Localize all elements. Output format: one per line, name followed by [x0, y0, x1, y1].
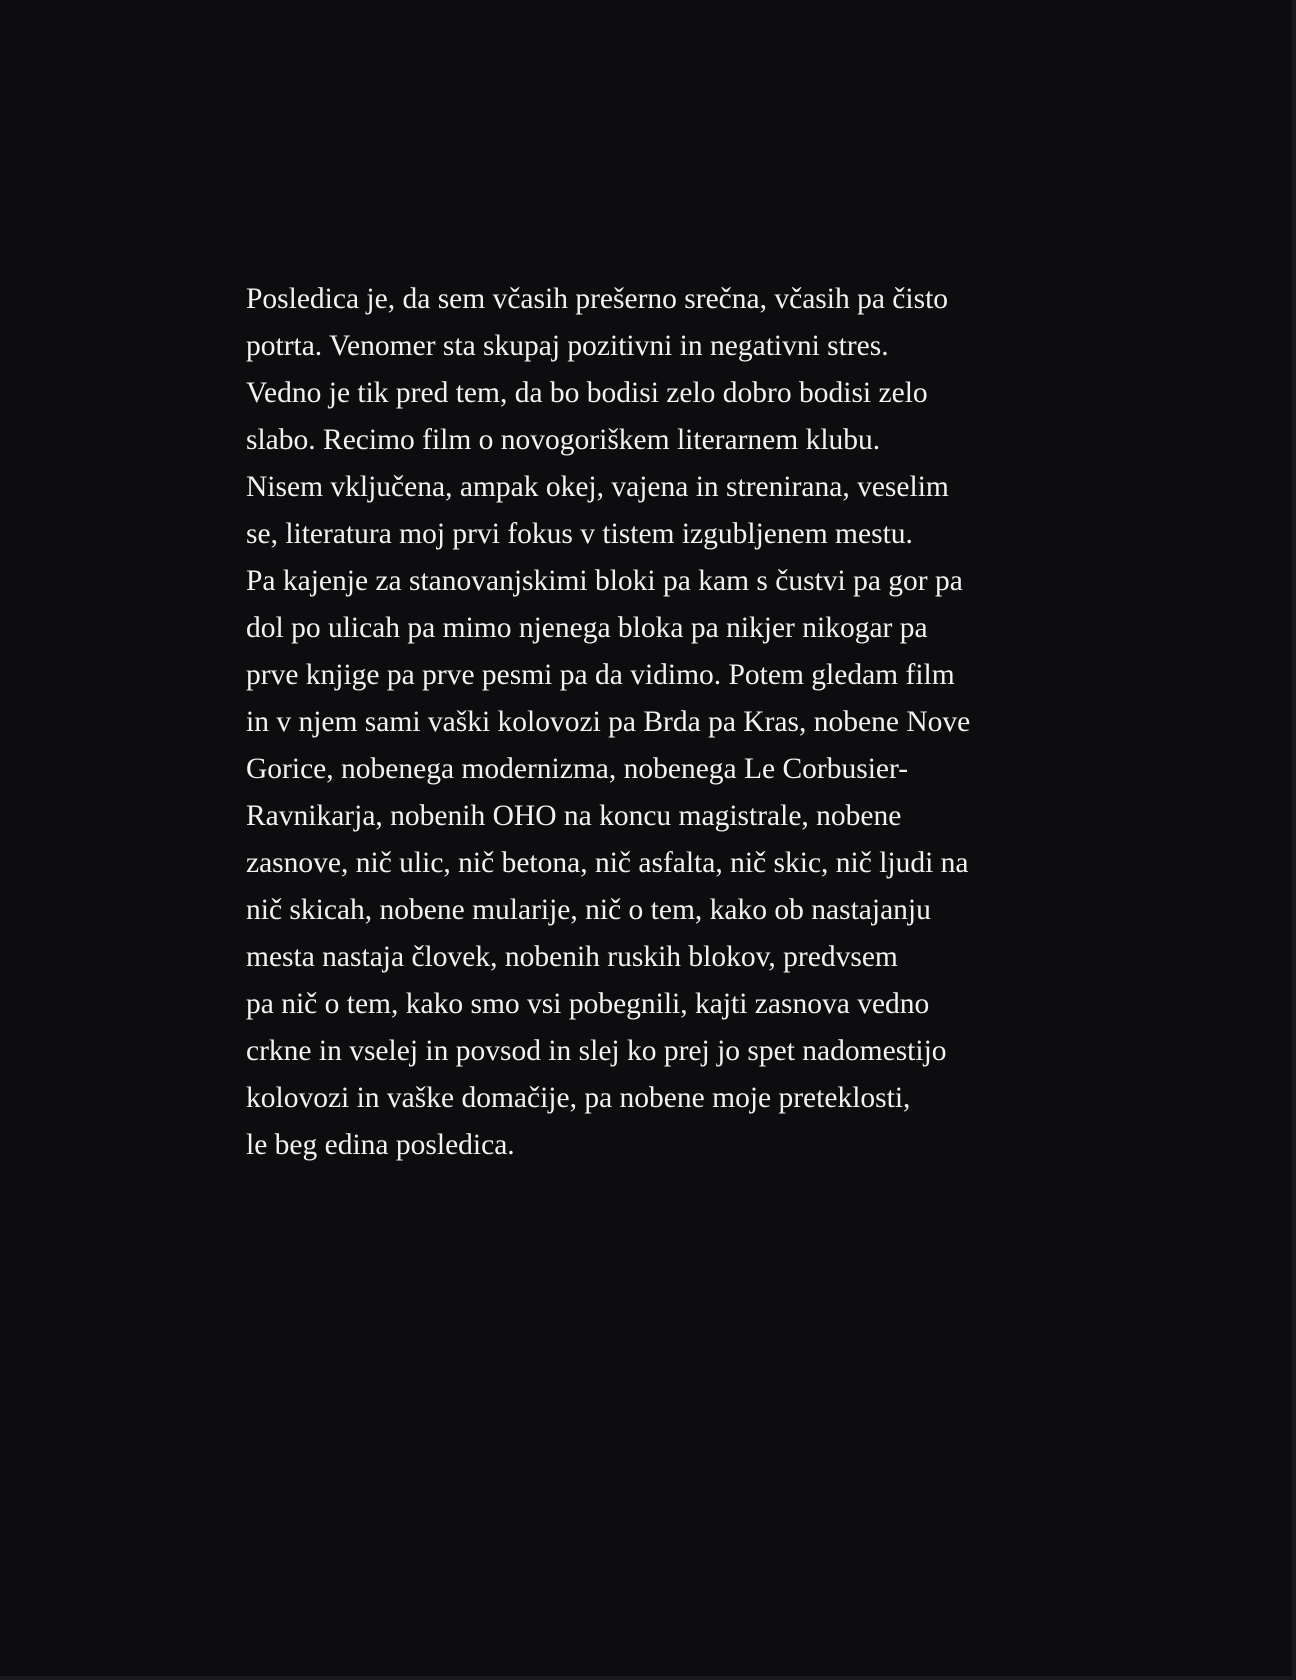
page-edge-bottom — [0, 1676, 1296, 1680]
text-line: Nisem vključena, ampak okej, vajena in strenirana, veselim — [246, 471, 949, 503]
page-edge-right — [1292, 0, 1296, 1680]
text-line: Vedno je tik pred tem, da bo bodisi zelo dobro bodisi zelo — [246, 377, 928, 409]
text-line: pa nič o tem, kako smo vsi pobegnili, kajti zasnova vedno — [246, 988, 930, 1020]
text-line: slabo. Recimo film o novogoriškem literarnem klubu. — [246, 424, 881, 456]
text-line: zasnove, nič ulic, nič betona, nič asfalta, nič skic, nič ljudi na — [246, 847, 969, 879]
text-line: Posledica je, da sem včasih prešerno srečna, včasih pa čisto — [246, 283, 949, 315]
text-line: se, literatura moj prvi fokus v tistem izgubljenem mestu. — [246, 518, 913, 550]
text-line: in v njem sami vaški kolovozi pa Brda pa Kras, nobene Nove — [246, 706, 971, 738]
text-line: dol po ulicah pa mimo njenega bloka pa nikjer nikogar pa — [246, 612, 928, 644]
text-line: le beg edina posledica. — [246, 1129, 515, 1161]
body-text — [246, 276, 1126, 1169]
text-line: kolovozi in vaške domačije, pa nobene moje preteklosti, — [246, 1082, 911, 1114]
text-line: Gorice, nobenega modernizma, nobenega Le Corbusier- — [246, 753, 909, 785]
text-line: potrta. Venomer sta skupaj pozitivni in negativni stres. — [246, 330, 889, 362]
text-line: crkne in vselej in povsod in slej ko prej jo spet nadomestijo — [246, 1035, 947, 1067]
text-line: prve knjige pa prve pesmi pa da vidimo. Potem gledam film — [246, 659, 955, 691]
text-line: nič skicah, nobene mularije, nič o tem, kako ob nastajanju — [246, 894, 931, 926]
text-line: Pa kajenje za stanovanjskimi bloki pa kam s čustvi pa gor pa — [246, 565, 963, 597]
text-line: mesta nastaja človek, nobenih ruskih blokov, predvsem — [246, 941, 898, 973]
text-line: Ravnikarja, nobenih OHO na koncu magistrale, nobene — [246, 800, 902, 832]
